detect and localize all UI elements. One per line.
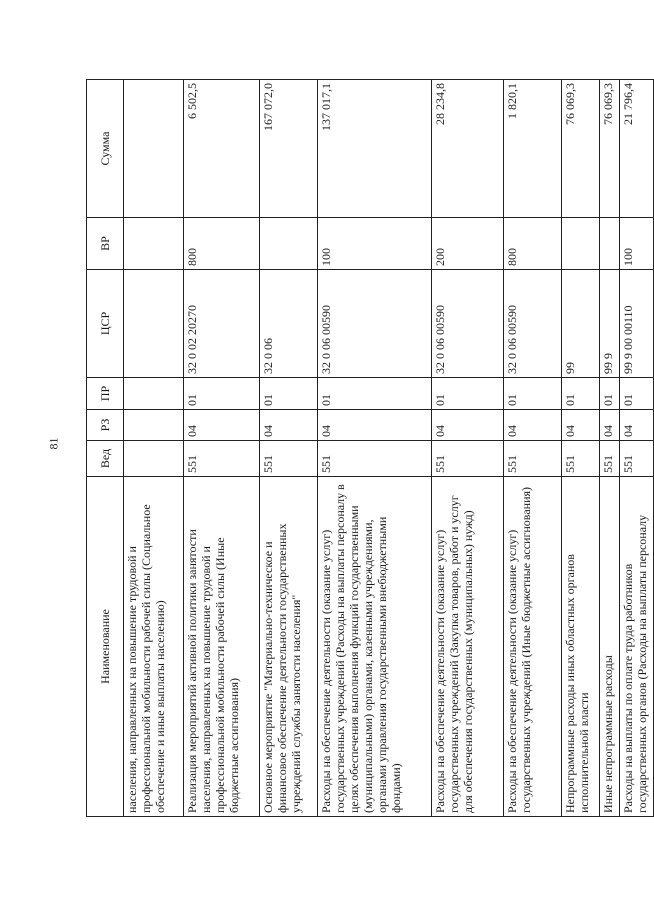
cell-sum: 21 796,4 — [620, 80, 654, 218]
header-ved: Вед — [87, 441, 124, 477]
header-name: Наименование — [87, 477, 124, 817]
cell-ved: 551 — [260, 441, 318, 477]
cell-pr — [124, 378, 184, 410]
cell-rz: 04 — [620, 410, 654, 441]
cell-ved: 551 — [318, 441, 432, 477]
cell-sum: 167 072,0 — [260, 80, 318, 218]
cell-sum: 6 502,5 — [184, 80, 260, 218]
cell-name: Иные непрограммные расходы — [600, 477, 620, 817]
cell-name: населения, направленных на повышение трудовой и профессиональной мобильности рабочей силы (Социальное обеспечение и иные выплаты населению) — [124, 477, 184, 817]
cell-csr: 32 0 06 00590 — [318, 270, 432, 378]
cell-rz: 04 — [504, 410, 562, 441]
table-row — [620, 80, 654, 817]
cell-name: Расходы на обеспечение деятельности (оказание услуг) государственных учреждений (Расходы на выплаты персоналу в целях обеспечения выполнения функций государственными (муниципальными) органами, казенными учреждениями, органами управления государственными внебюджетными фондами) — [318, 477, 432, 817]
rotated-page — [86, 80, 649, 817]
cell-pr: 01 — [504, 378, 562, 410]
cell-vr — [600, 218, 620, 270]
header-vr: ВР — [87, 218, 124, 270]
cell-vr — [260, 218, 318, 270]
cell-pr: 01 — [184, 378, 260, 410]
cell-pr: 01 — [562, 378, 600, 410]
cell-pr: 01 — [432, 378, 504, 410]
cell-sum: 137 017,1 — [318, 80, 432, 218]
cell-rz: 04 — [432, 410, 504, 441]
cell-csr: 32 0 06 00590 — [432, 270, 504, 378]
table-row — [504, 80, 562, 817]
cell-csr: 99 9 — [600, 270, 620, 378]
header-sum: Сумма — [87, 80, 124, 218]
cell-pr: 01 — [600, 378, 620, 410]
cell-rz: 04 — [562, 410, 600, 441]
cell-name: Основное мероприятие "Материально-техническое и финансовое обеспечение деятельности государственных учреждений службы занятости населения" — [260, 477, 318, 817]
cell-vr — [124, 218, 184, 270]
cell-csr: 32 0 02 20270 — [184, 270, 260, 378]
table-row — [318, 80, 432, 817]
table-row — [600, 80, 620, 817]
cell-rz — [124, 410, 184, 441]
cell-pr: 01 — [260, 378, 318, 410]
cell-pr: 01 — [620, 378, 654, 410]
cell-ved: 551 — [620, 441, 654, 477]
cell-vr: 800 — [184, 218, 260, 270]
header-pr: ПР — [87, 378, 124, 410]
cell-name: Расходы на обеспечение деятельности (оказание услуг) государственных учреждений (Иные бюджетные ассигнования) — [504, 477, 562, 817]
header-rz: РЗ — [87, 410, 124, 441]
cell-vr: 100 — [318, 218, 432, 270]
cell-rz: 04 — [318, 410, 432, 441]
table-row — [432, 80, 504, 817]
budget-table — [86, 79, 654, 817]
table-row — [260, 80, 318, 817]
cell-ved: 551 — [432, 441, 504, 477]
cell-ved: 551 — [504, 441, 562, 477]
table-row — [184, 80, 260, 817]
cell-pr: 01 — [318, 378, 432, 410]
cell-sum: 28 234,8 — [432, 80, 504, 218]
cell-name: Непрограммные расходы иных областных органов исполнительной власти — [562, 477, 600, 817]
cell-name: Реализация мероприятий активной политики занятости населения, направленных на повышение трудовой и профессиональной мобильности рабочей силы (Иные бюджетные ассигнования) — [184, 477, 260, 817]
cell-ved: 551 — [600, 441, 620, 477]
table-row — [124, 80, 184, 817]
cell-rz: 04 — [260, 410, 318, 441]
cell-sum: 76 069,3 — [562, 80, 600, 218]
cell-csr: 99 9 00 00110 — [620, 270, 654, 378]
cell-rz: 04 — [184, 410, 260, 441]
table-row — [562, 80, 600, 817]
cell-sum — [124, 80, 184, 218]
cell-ved: 551 — [184, 441, 260, 477]
cell-sum: 76 069,3 — [600, 80, 620, 218]
cell-csr — [124, 270, 184, 378]
cell-vr: 100 — [620, 218, 654, 270]
cell-vr — [562, 218, 600, 270]
cell-ved: 551 — [562, 441, 600, 477]
cell-name: Расходы на выплаты по оплате труда работников государственных органов (Расходы на выплаты персоналу — [620, 477, 654, 817]
cell-vr: 800 — [504, 218, 562, 270]
header-csr: ЦСР — [87, 270, 124, 378]
cell-csr: 99 — [562, 270, 600, 378]
cell-ved — [124, 441, 184, 477]
page-number: 81 — [46, 437, 61, 450]
cell-rz: 04 — [600, 410, 620, 441]
cell-sum: 1 820,1 — [504, 80, 562, 218]
cell-name: Расходы на обеспечение деятельности (оказание услуг) государственных учреждений (Закупка товаров, работ и услуг для обеспечения государственных (муниципальных) нужд) — [432, 477, 504, 817]
cell-csr: 32 0 06 00590 — [504, 270, 562, 378]
cell-csr: 32 0 06 — [260, 270, 318, 378]
cell-vr: 200 — [432, 218, 504, 270]
header-row — [87, 80, 124, 817]
